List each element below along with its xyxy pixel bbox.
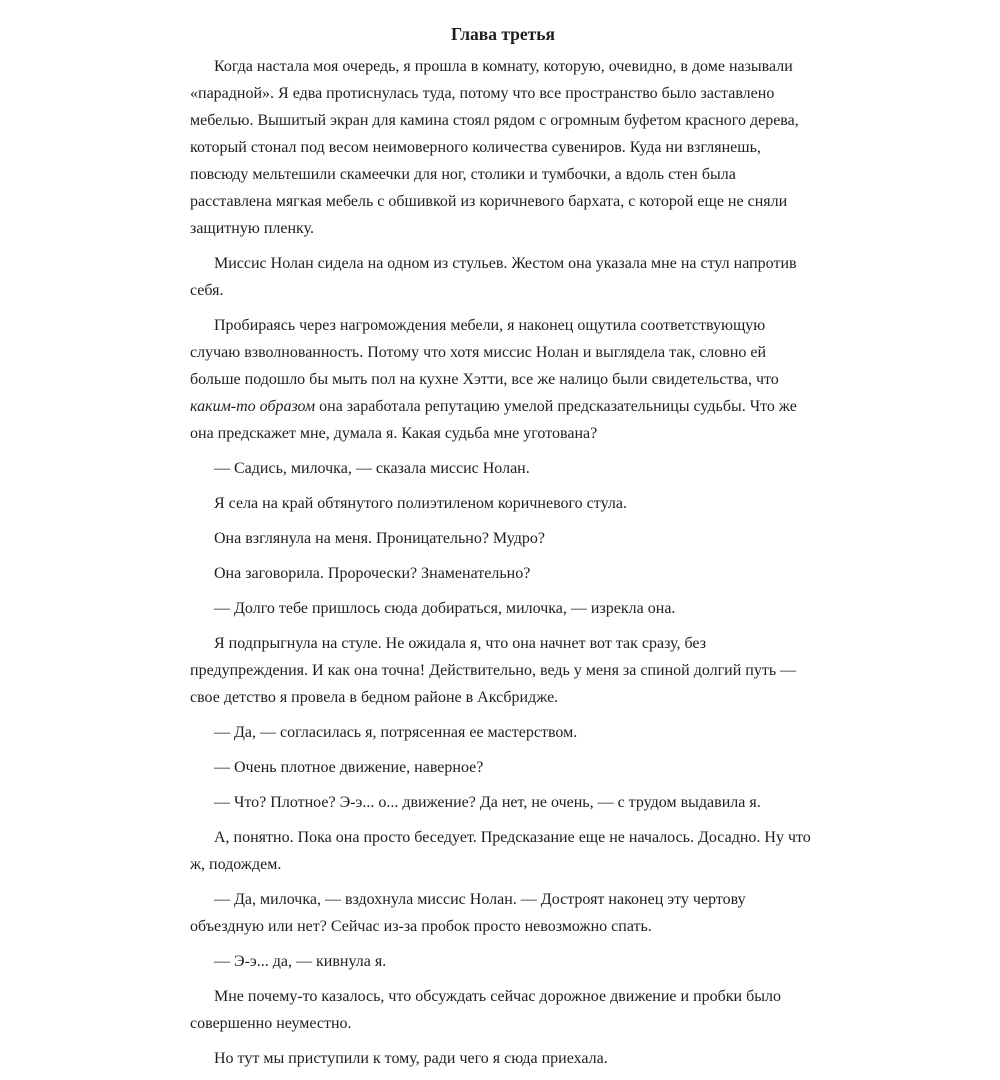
paragraph-text: Пробираясь через нагромождения мебели, я наконец ощутила соответствующую случаю взволнованность. Потому что хотя миссис Нолан и выглядела так, словно ей больше подошло бы мыть пол на кухне Хэтти, все же налицо были свидетельства, что (190, 317, 779, 388)
chapter-title: Глава третья (451, 24, 555, 44)
paragraph: Я подпрыгнула на стуле. Не ожидала я, что она начнет вот так сразу, без предупреждения. И как она точна! Действительно, ведь у меня за спиной долгий путь — свое детство я провела в бедном районе в Аксбридже. (190, 635, 797, 706)
paragraph: — Садись, милочка, — сказала миссис Нолан. (214, 460, 530, 477)
paragraph: — Что? Плотное? Э-э... о... движение? Да нет, не очень, — с трудом выдавила я. (214, 794, 761, 811)
paragraph: Мне почему-то казалось, что обсуждать сейчас дорожное движение и пробки было совершенно неуместно. (190, 988, 781, 1032)
paragraph: Она заговорила. Пророчески? Знаменательно? (214, 565, 531, 582)
paragraph: — Да, милочка, — вздохнула миссис Нолан. — Достроят наконец эту чертову объездную или нет? Сейчас из-за пробок просто невозможно спать. (190, 891, 746, 935)
paragraph: Когда настала моя очередь, я прошла в комнату, которую, очевидно, в доме называли «парадной». Я едва протиснулась туда, потому что все пространство было заставлено мебелью. Вышитый экран для камина стоял рядом с огромным буфетом красного дерева, который стонал под весом неимоверного количества сувениров. Куда ни взглянешь, повсюду мельтешили скамеечки для ног, столики и тумбочки, а вдоль стен была расставлена мягкая мебель с обшивкой из коричневого бархата, с которой еще не сняли защитную пленку. (190, 58, 799, 237)
paragraph: — Э-э... да, — кивнула я. (214, 953, 387, 970)
paragraph: Но тут мы приступили к тому, ради чего я сюда приехала. (214, 1050, 608, 1067)
paragraph: — Да, — согласилась я, потрясенная ее мастерством. (214, 724, 578, 741)
paragraph-text: она заработала репутацию умелой предсказательницы судьбы. Что же она предскажет мне, думала я. Какая судьба мне уготована? (190, 398, 797, 442)
paragraph (190, 312, 816, 447)
paragraph: — Долго тебе пришлось сюда добираться, милочка, — изрекла она. (214, 600, 676, 617)
paragraph: Миссис Нолан сидела на одном из стульев. Жестом она указала мне на стул напротив себя. (190, 255, 797, 299)
italic-phrase: каким-то образом (190, 398, 316, 415)
book-page (190, 24, 816, 1080)
paragraph: А, понятно. Пока она просто беседует. Предсказание еще не началось. Досадно. Ну что ж, подождем. (190, 829, 811, 873)
paragraph: Я села на край обтянутого полиэтиленом коричневого стула. (214, 495, 627, 512)
paragraph: Она взглянула на меня. Проницательно? Мудро? (214, 530, 545, 547)
paragraph: — Очень плотное движение, наверное? (214, 759, 484, 776)
